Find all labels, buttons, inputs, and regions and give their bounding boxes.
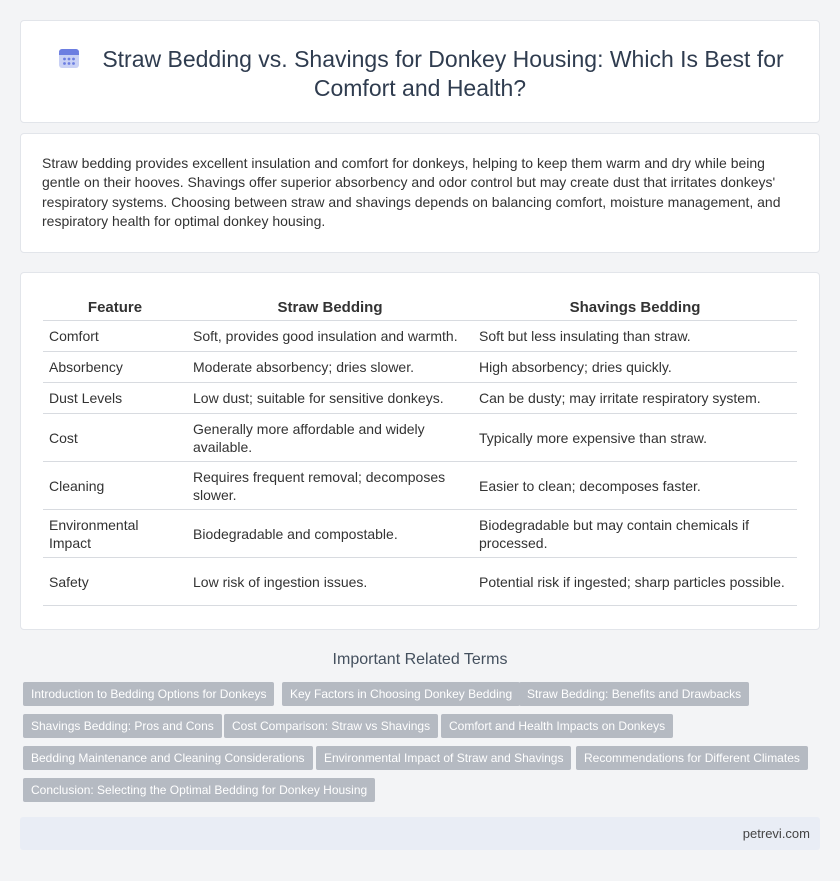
intro-card (20, 133, 820, 253)
table-row (43, 510, 797, 558)
feature-cell: Dust Levels (43, 383, 187, 414)
shavings-cell: Biodegradable but may contain chemicals if processed. (473, 510, 797, 558)
feature-cell: Safety (43, 558, 187, 606)
table-header-row (43, 297, 797, 321)
related-terms-heading: Important Related Terms (332, 651, 508, 668)
header-shavings: Shavings Bedding (473, 297, 797, 321)
page-title: Straw Bedding vs. Shavings for Donkey Housing: Which Is Best for Comfort and Health? (102, 46, 784, 101)
straw-cell: Moderate absorbency; dries slower. (187, 352, 473, 383)
straw-cell: Biodegradable and compostable. (187, 510, 473, 558)
table-row (43, 352, 797, 383)
straw-cell: Soft, provides good insulation and warmth. (187, 321, 473, 352)
related-term-tag[interactable]: Introduction to Bedding Options for Donkeys (23, 682, 274, 706)
straw-cell: Generally more affordable and widely available. (187, 414, 473, 462)
footer (20, 817, 820, 850)
title-card (20, 20, 820, 123)
shavings-cell: Typically more expensive than straw. (473, 414, 797, 462)
related-term-tag[interactable]: Shavings Bedding: Pros and Cons (23, 714, 222, 738)
comparison-card (20, 272, 820, 630)
comparison-table (43, 297, 797, 606)
table-row (43, 383, 797, 414)
straw-cell: Low dust; suitable for sensitive donkeys. (187, 383, 473, 414)
related-term-tag[interactable]: Bedding Maintenance and Cleaning Considerations (23, 746, 313, 770)
feature-cell: Environmental Impact (43, 510, 187, 558)
related-term-tag[interactable]: Environmental Impact of Straw and Shavings (316, 746, 571, 770)
related-term-tag[interactable]: Conclusion: Selecting the Optimal Bedding for Donkey Housing (23, 778, 375, 802)
related-term-tag[interactable]: Straw Bedding: Benefits and Drawbacks (519, 682, 749, 706)
straw-cell: Low risk of ingestion issues. (187, 558, 473, 606)
feature-cell: Cleaning (43, 462, 187, 510)
straw-cell: Requires frequent removal; decomposes slower. (187, 462, 473, 510)
related-term-tag[interactable]: Recommendations for Different Climates (576, 746, 808, 770)
shavings-cell: High absorbency; dries quickly. (473, 352, 797, 383)
calendar-icon (56, 45, 82, 71)
feature-cell: Cost (43, 414, 187, 462)
related-term-tag[interactable]: Key Factors in Choosing Donkey Bedding (282, 682, 520, 706)
footer-site-link[interactable]: petrevi.com (742, 826, 810, 841)
table-row (43, 321, 797, 352)
feature-cell: Comfort (43, 321, 187, 352)
table-row (43, 558, 797, 606)
table-row (43, 462, 797, 510)
feature-cell: Absorbency (43, 352, 187, 383)
header-straw: Straw Bedding (187, 297, 473, 321)
shavings-cell: Easier to clean; decomposes faster. (473, 462, 797, 510)
related-term-tag[interactable]: Cost Comparison: Straw vs Shavings (224, 714, 438, 738)
shavings-cell: Potential risk if ingested; sharp particles possible. (473, 558, 797, 606)
shavings-cell: Can be dusty; may irritate respiratory system. (473, 383, 797, 414)
shavings-cell: Soft but less insulating than straw. (473, 321, 797, 352)
table-row (43, 414, 797, 462)
intro-paragraph: Straw bedding provides excellent insulation and comfort for donkeys, helping to keep them warm and dry while being gentle on their hooves. Shavings offer superior absorbency and odor control but may create dust that irritates donkeys' respiratory systems. Choosing between straw and shavings depends on balancing comfort, moisture management, and respiratory health for optimal donkey housing. (42, 155, 781, 230)
related-term-tag[interactable]: Comfort and Health Impacts on Donkeys (441, 714, 673, 738)
header-feature: Feature (43, 297, 187, 321)
